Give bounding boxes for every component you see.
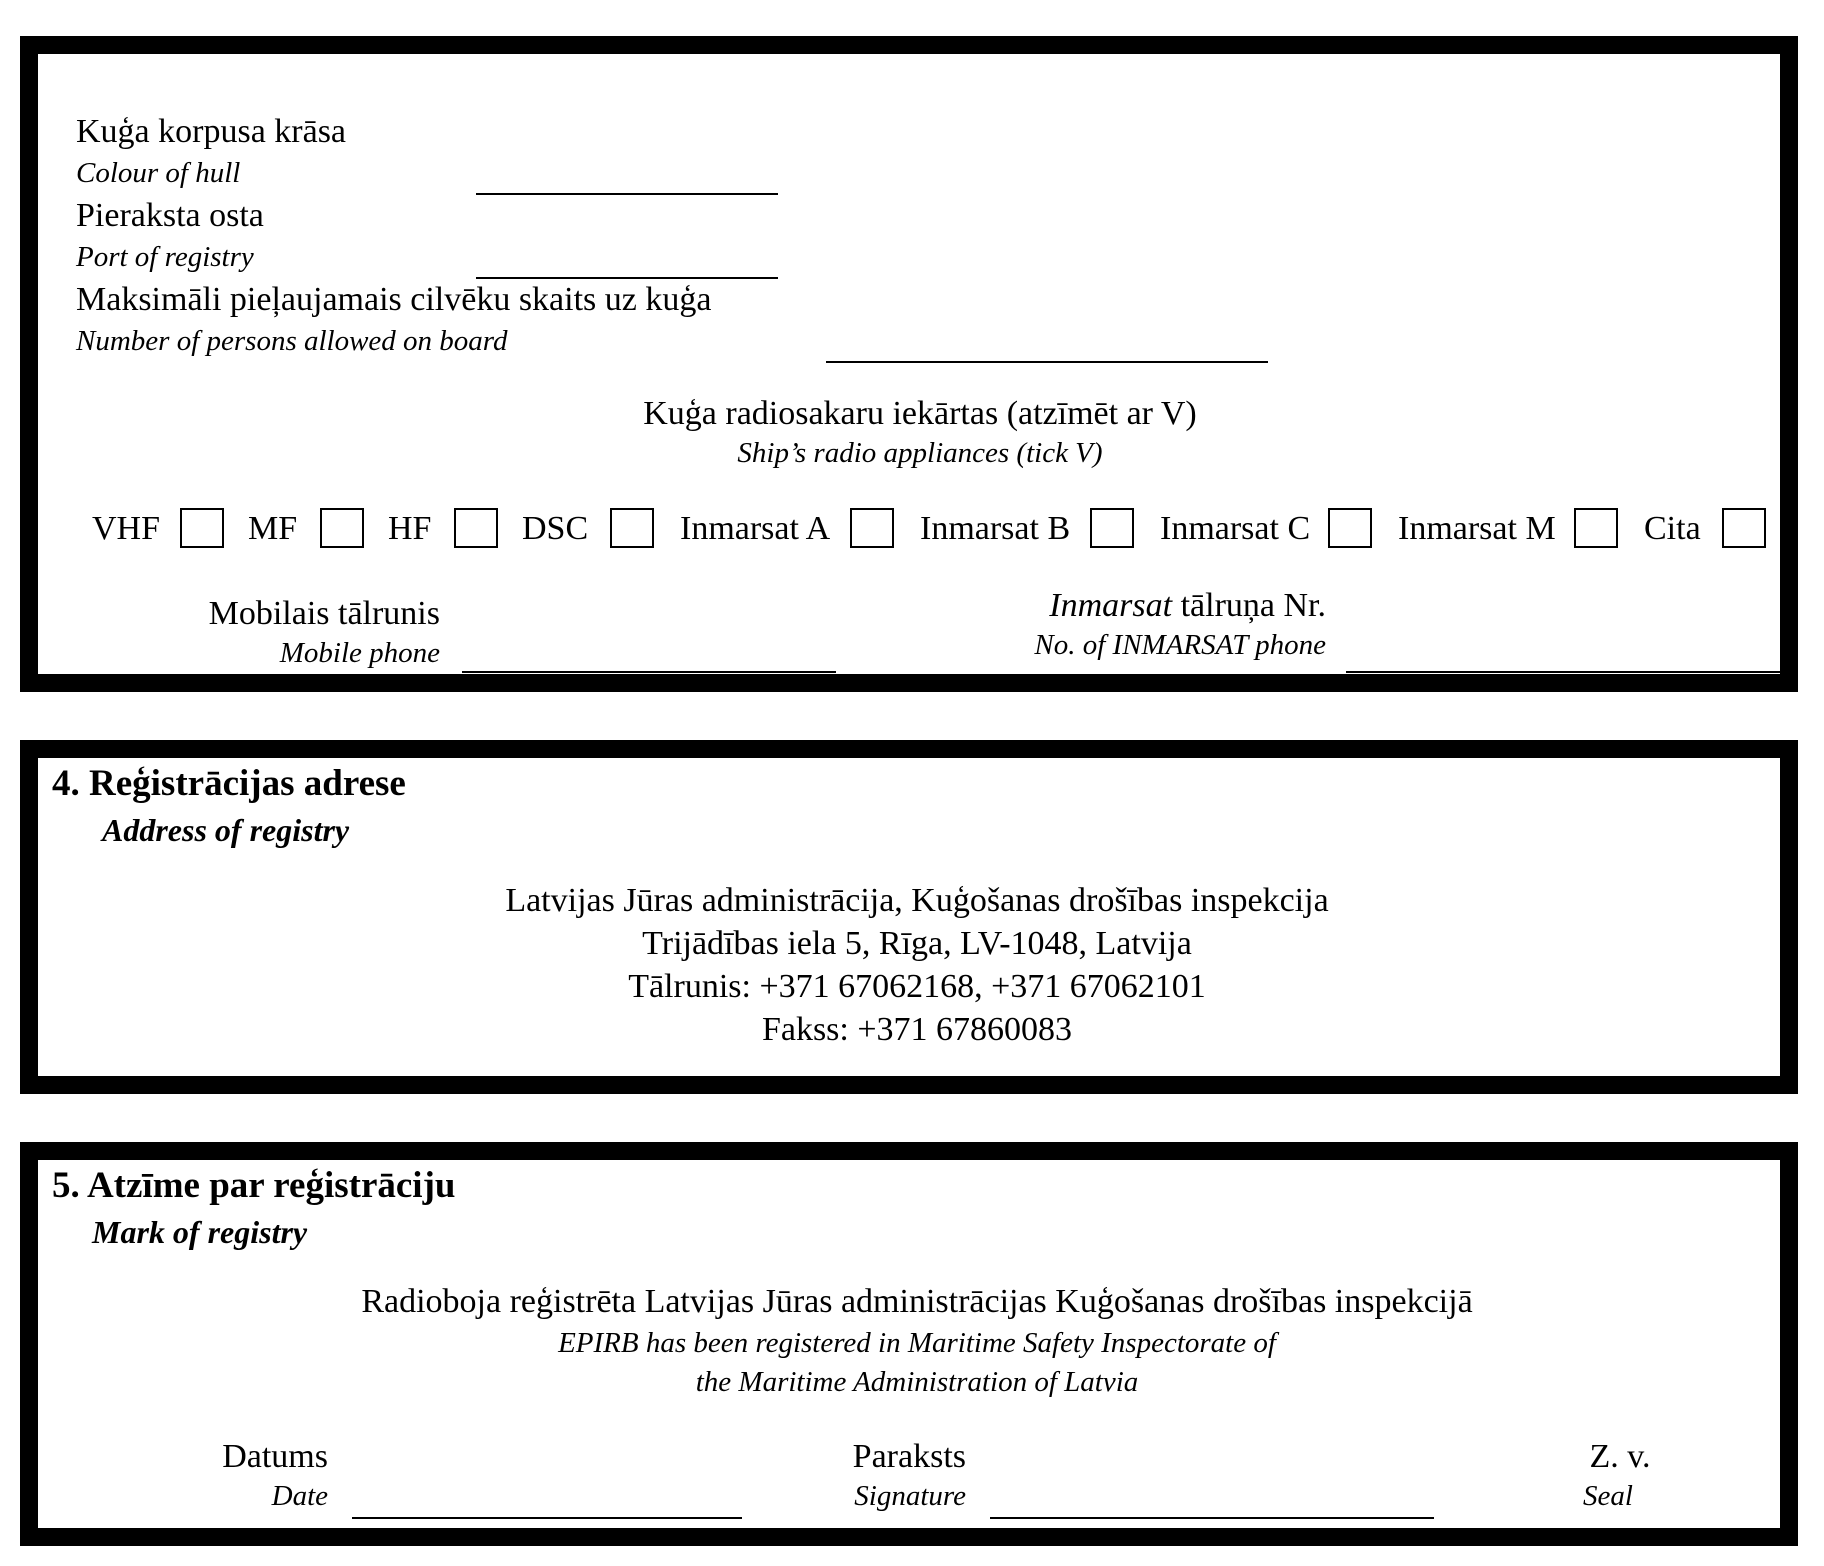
date-label: Datums <box>222 1438 328 1475</box>
port-label-en: Port of registry <box>76 241 254 273</box>
persons-field[interactable] <box>826 361 1268 363</box>
mobile-phone-label: Mobilais tālrunis <box>208 595 440 632</box>
address-heading-en: Address of registry <box>102 812 350 848</box>
inmarsat-phone-label-en: No. of INMARSAT phone <box>1034 629 1326 661</box>
mobile-phone-field[interactable] <box>462 671 836 673</box>
inmarsat-phone-label-rest: tālruņa Nr. <box>1172 587 1326 624</box>
mobile-phone-label-en: Mobile phone <box>279 637 440 669</box>
persons-label-en: Number of persons allowed on board <box>76 325 508 357</box>
signature-label: Paraksts <box>852 1438 966 1475</box>
signature-field[interactable] <box>990 1517 1434 1519</box>
address-line-3: Tālrunis: +371 67062168, +371 67062101 <box>628 968 1206 1005</box>
radio-title-en: Ship’s radio appliances (tick V) <box>737 437 1103 469</box>
address-line-1: Latvijas Jūras administrācija, Kuģošanas drošības inspekcija <box>505 882 1329 919</box>
radio-option-inmarsat-b-label: Inmarsat B <box>920 510 1071 547</box>
radio-title: Kuģa radiosakaru iekārtas (atzīmēt ar V) <box>643 395 1197 432</box>
radio-option-vhf-checkbox[interactable] <box>180 508 224 548</box>
mark-heading-en: Mark of registry <box>92 1214 308 1250</box>
radio-option-dsc-checkbox[interactable] <box>610 508 654 548</box>
date-label-en: Date <box>271 1480 328 1512</box>
date-field[interactable] <box>352 1517 742 1519</box>
mark-text-en-1: EPIRB has been registered in Maritime Safety Inspectorate of <box>558 1327 1276 1359</box>
radio-option-inmarsat-c-checkbox[interactable] <box>1328 508 1372 548</box>
hull-color-label: Kuģa korpusa krāsa <box>76 113 347 150</box>
hull-color-label-en: Colour of hull <box>76 157 241 189</box>
mark-text-en-2: the Maritime Administration of Latvia <box>695 1366 1139 1398</box>
radio-option-inmarsat-b-checkbox[interactable] <box>1090 508 1134 548</box>
port-field[interactable] <box>476 277 778 279</box>
radio-option-hf-checkbox[interactable] <box>454 508 498 548</box>
radio-option-cita-label: Cita <box>1644 510 1701 547</box>
inmarsat-phone-label-italic: Inmarsat <box>1049 587 1173 624</box>
radio-option-inmarsat-a-label: Inmarsat A <box>680 510 831 547</box>
radio-option-hf-label: HF <box>388 510 432 547</box>
radio-option-mf-checkbox[interactable] <box>320 508 364 548</box>
signature-label-en: Signature <box>854 1480 966 1512</box>
mark-text: Radioboja reģistrēta Latvijas Jūras administrācijas Kuģošanas drošības inspekcijā <box>361 1283 1473 1320</box>
address-heading: 4. Reģistrācijas adrese <box>52 763 406 804</box>
seal-label-en: Seal <box>1583 1480 1633 1512</box>
radio-option-inmarsat-m-checkbox[interactable] <box>1574 508 1618 548</box>
persons-label: Maksimāli pieļaujamais cilvēku skaits uz kuģa <box>76 281 712 318</box>
inmarsat-phone-label <box>920 587 1326 625</box>
radio-option-cita-checkbox[interactable] <box>1722 508 1766 548</box>
radio-option-inmarsat-a-checkbox[interactable] <box>850 508 894 548</box>
seal-label: Z. v. <box>1589 1438 1651 1475</box>
radio-option-inmarsat-m-label: Inmarsat M <box>1398 510 1556 547</box>
radio-option-inmarsat-c-label: Inmarsat C <box>1160 510 1311 547</box>
address-line-2: Trijādības iela 5, Rīga, LV-1048, Latvija <box>642 925 1192 962</box>
port-label: Pieraksta osta <box>76 197 264 234</box>
address-line-4: Fakss: +371 67860083 <box>761 1011 1073 1048</box>
hull-color-field[interactable] <box>476 193 778 195</box>
mark-heading: 5. Atzīme par reģistrāciju <box>52 1165 456 1206</box>
radio-option-mf-label: MF <box>248 510 298 547</box>
inmarsat-phone-field[interactable] <box>1346 671 1780 673</box>
radio-option-vhf-label: VHF <box>92 510 161 547</box>
radio-option-dsc-label: DSC <box>522 510 589 547</box>
